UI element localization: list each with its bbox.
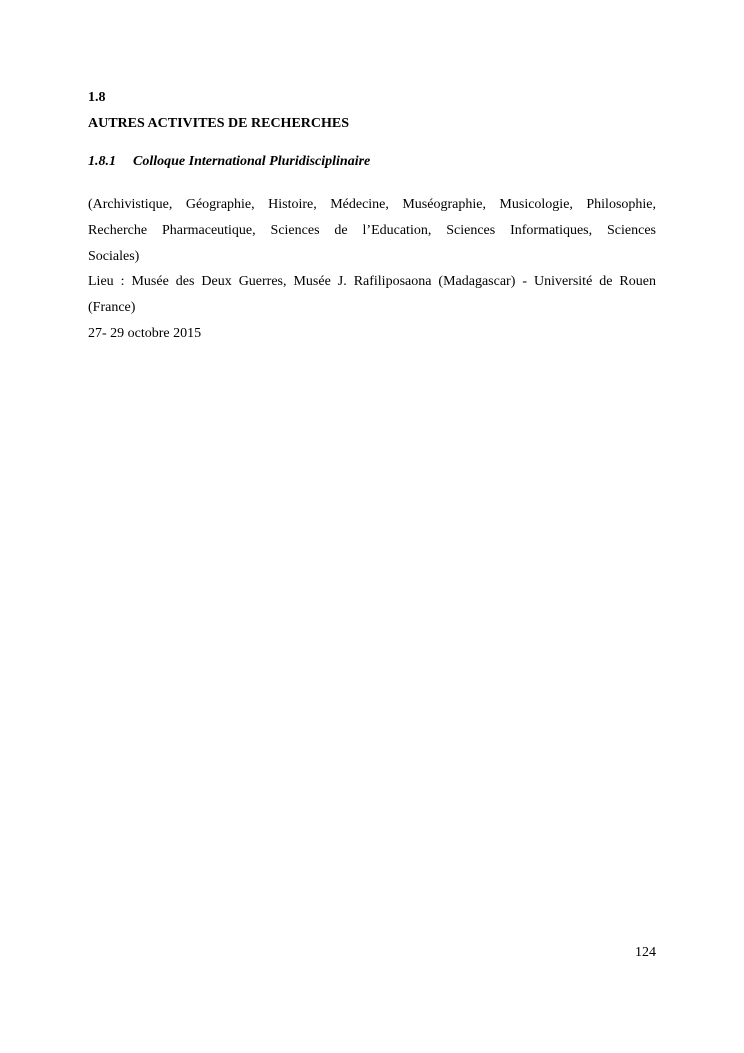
section-title: AUTRES ACTIVITES DE RECHERCHES bbox=[88, 116, 350, 131]
disciplines-paragraph bbox=[88, 192, 656, 270]
lieu-line: (France) bbox=[88, 300, 136, 315]
section-number: 1.8 bbox=[88, 90, 106, 105]
disciplines-line: Recherche Pharmaceutique, Sciences de l’Education, Sciences Informatiques, Sciences bbox=[88, 223, 656, 238]
lieu-paragraph bbox=[88, 269, 656, 321]
disciplines-line: Sociales) bbox=[88, 249, 140, 264]
subsection-heading bbox=[88, 153, 370, 171]
event-date-text: 27- 29 octobre 2015 bbox=[88, 326, 202, 341]
disciplines-line: (Archivistique, Géographie, Histoire, Médecine, Muséographie, Musicologie, Philosophie, bbox=[88, 197, 656, 212]
subsection-title: Colloque International Pluridisciplinaire bbox=[133, 154, 371, 169]
subsection-number: 1.8.1 bbox=[88, 154, 116, 169]
lieu-line: Lieu : Musée des Deux Guerres, Musée J. Rafiliposaona (Madagascar) - Université de Rouen bbox=[88, 274, 656, 289]
event-date bbox=[88, 321, 656, 347]
page-number: 124 bbox=[635, 945, 656, 960]
